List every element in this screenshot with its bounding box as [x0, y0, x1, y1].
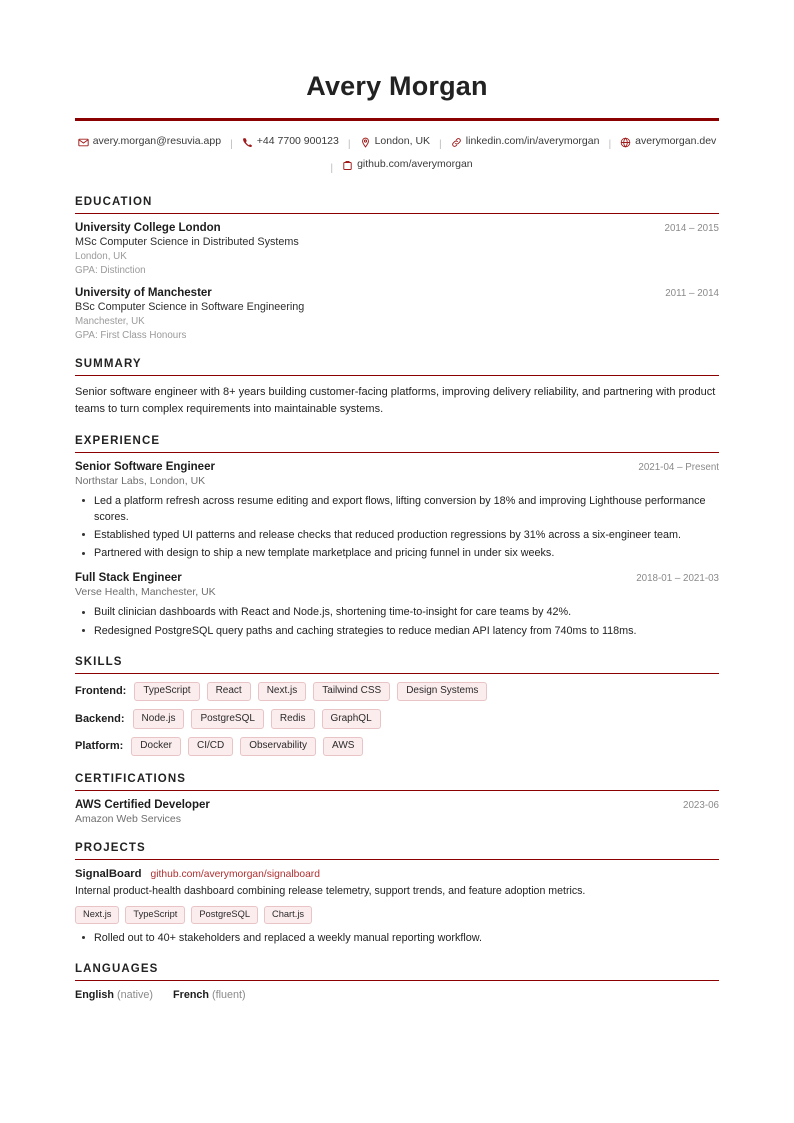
skill-pill: AWS [323, 737, 363, 757]
section-divider [75, 980, 719, 981]
section-title-summary: SUMMARY [75, 357, 142, 370]
job-date: 2018-01 – 2021-03 [636, 573, 719, 585]
job-organization: Verse Health, Manchester, UK [75, 586, 216, 599]
skill-pill: PostgreSQL [191, 709, 263, 729]
contact-row-primary [75, 132, 719, 155]
contact-separator: | [347, 138, 351, 151]
phone-icon [242, 137, 253, 148]
globe-icon [620, 137, 631, 148]
section-divider [75, 859, 719, 860]
project-tag: PostgreSQL [191, 906, 258, 924]
section-projects [75, 842, 719, 946]
skill-pill: Redis [271, 709, 315, 729]
contact-item[interactable] [78, 132, 221, 152]
job-organization: Northstar Labs, London, UK [75, 474, 206, 487]
job-bullet: Redesigned PostgreSQL query paths and caching strategies to reduce median API latency from 740ms to 118ms. [92, 623, 719, 639]
entry-header [75, 799, 719, 811]
skill-group [75, 709, 719, 729]
degree-name: MSc Computer Science in Distributed Systems [75, 235, 299, 248]
summary-text: Senior software engineer with 8+ years building customer-facing platforms, improving delivery reliability, and partnering with product teams to turn complex requirements into maintainable systems. [75, 385, 716, 415]
education-entry [75, 222, 719, 276]
project-header [75, 868, 719, 880]
job-bullet-list [75, 493, 719, 562]
experience-entry [75, 461, 719, 562]
section-divider [75, 452, 719, 453]
skill-group-label: Platform: [75, 740, 124, 753]
skill-pill: Tailwind CSS [313, 682, 390, 702]
section-divider [75, 213, 719, 214]
school-name: University College London [75, 221, 221, 234]
section-divider [75, 790, 719, 791]
section-divider [75, 673, 719, 674]
contact-text: github.com/averymorgan [357, 158, 473, 171]
languages-list [75, 989, 719, 1001]
project-bullet: Rolled out to 40+ stakeholders and replaced a weekly manual reporting workflow. [92, 930, 719, 946]
skill-pill: TypeScript [134, 682, 199, 702]
job-bullet: Built clinician dashboards with React and Node.js, shortening time-to-insight for care teams by 42%. [92, 604, 719, 620]
entry-header [75, 222, 719, 234]
contact-separator: | [608, 138, 612, 151]
degree-name: BSc Computer Science in Software Engineering [75, 300, 305, 313]
certification-name: AWS Certified Developer [75, 799, 210, 812]
language-name: French [173, 988, 210, 1001]
skill-pill: Observability [240, 737, 316, 757]
skill-pill: Next.js [258, 682, 307, 702]
skill-pill: CI/CD [188, 737, 233, 757]
entry-header [75, 572, 719, 584]
header-divider [75, 118, 719, 121]
education-entry [75, 287, 719, 341]
education-gpa: GPA: Distinction [75, 264, 146, 276]
education-location: London, UK [75, 250, 127, 262]
skill-group [75, 682, 719, 702]
job-role: Senior Software Engineer [75, 460, 215, 473]
job-role: Full Stack Engineer [75, 572, 182, 585]
contact-item[interactable] [342, 155, 473, 175]
language-level: (native) [117, 988, 154, 1001]
skill-group-label: Backend: [75, 712, 125, 725]
contact-text: +44 7700 900123 [256, 134, 339, 147]
contact-text: averymorgan.dev [635, 134, 717, 147]
section-skills [75, 656, 719, 757]
education-list [75, 222, 719, 341]
project-tag-list [75, 906, 719, 924]
certification-date: 2023-06 [683, 800, 719, 812]
skills-list [75, 682, 719, 757]
project-tag: Next.js [75, 906, 119, 924]
skill-group-label: Frontend: [75, 685, 127, 698]
section-title-skills: SKILLS [75, 655, 123, 668]
language-item [173, 989, 246, 1001]
email-icon [78, 137, 89, 148]
contact-item[interactable] [360, 132, 430, 152]
entry-header [75, 287, 719, 299]
language-name: English [75, 988, 114, 1001]
language-level: (fluent) [212, 988, 246, 1001]
skill-pill: React [207, 682, 251, 702]
education-gpa: GPA: First Class Honours [75, 329, 187, 341]
link-icon [451, 137, 462, 148]
github-icon [342, 160, 353, 171]
contact-separator: | [330, 161, 334, 174]
contact-separator: | [439, 138, 442, 151]
contact-row-secondary [75, 155, 719, 178]
skill-pill: Node.js [133, 709, 185, 729]
project-entry [75, 868, 719, 946]
experience-entry [75, 572, 719, 638]
skill-group [75, 737, 719, 757]
section-certifications [75, 773, 719, 825]
section-languages [75, 963, 719, 1001]
education-date: 2011 – 2014 [665, 287, 719, 299]
section-divider [75, 375, 719, 376]
job-date: 2021-04 – Present [638, 461, 719, 473]
certifications-list [75, 799, 719, 825]
certification-entry [75, 799, 719, 825]
projects-list [75, 868, 719, 946]
section-summary [75, 358, 719, 418]
contact-separator: | [230, 138, 233, 151]
section-title-certifications: CERTIFICATIONS [75, 773, 187, 786]
location-pin-icon [360, 137, 371, 148]
job-bullet: Established typed UI patterns and release checks that reduced production regressions by 31% across a six-engineer team. [92, 527, 719, 543]
project-tag: Chart.js [264, 906, 312, 924]
section-title-projects: PROJECTS [75, 842, 146, 855]
job-bullet-list [75, 604, 719, 638]
contact-text: avery.morgan@resuvia.app [92, 134, 222, 147]
job-bullet: Led a platform refresh across resume editing and export flows, lifting conversion by 18% and improving Lighthouse performance scores. [92, 493, 719, 525]
contact-text: linkedin.com/in/averymorgan [465, 134, 600, 147]
candidate-name: Avery Morgan [306, 71, 488, 101]
section-title-education: EDUCATION [75, 195, 153, 208]
project-tag: TypeScript [125, 906, 185, 924]
skill-pill: GraphQL [322, 709, 381, 729]
experience-list [75, 461, 719, 639]
job-bullet: Partnered with design to ship a new template marketplace and pricing funnel in under six weeks. [92, 545, 719, 561]
contact-item[interactable] [620, 132, 716, 152]
section-title-experience: EXPERIENCE [75, 434, 161, 447]
contact-item[interactable] [242, 132, 339, 152]
project-bullet-list [75, 930, 719, 946]
skill-pill: Design Systems [397, 682, 487, 702]
education-location: Manchester, UK [75, 315, 145, 327]
entry-header [75, 461, 719, 473]
language-item [75, 989, 153, 1001]
education-date: 2014 – 2015 [664, 222, 719, 234]
contact-item[interactable] [451, 132, 600, 152]
section-experience [75, 435, 719, 639]
resume-header [75, 72, 719, 179]
contact-text: London, UK [374, 134, 431, 147]
certification-issuer: Amazon Web Services [75, 813, 182, 826]
project-name: SignalBoard [75, 868, 142, 881]
section-education [75, 196, 719, 341]
project-link[interactable]: github.com/averymorgan/signalboard [150, 869, 320, 881]
project-description: Internal product-health dashboard combining release telemetry, support trends, and feature adoption metrics. [75, 885, 586, 898]
school-name: University of Manchester [75, 286, 212, 299]
skill-pill: Docker [131, 737, 181, 757]
section-title-languages: LANGUAGES [75, 962, 159, 975]
